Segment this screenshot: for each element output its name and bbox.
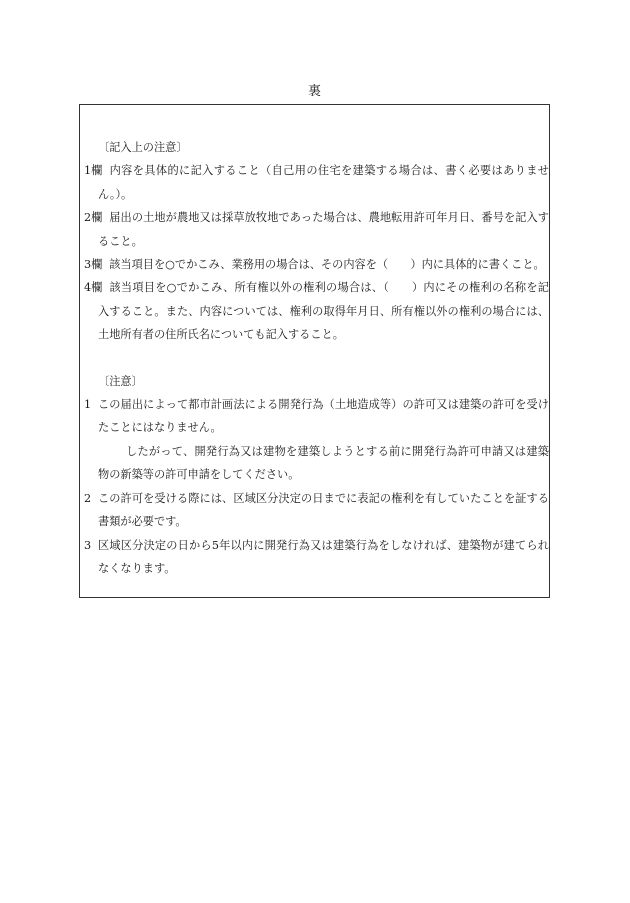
note-text: この許可を受ける際には、区域区分決定の日までに表記の権利を有していたことを証する書類が必要です。 [98, 491, 549, 529]
entry-note-number: 2欄 [84, 211, 103, 225]
entry-note-3 [84, 253, 549, 276]
notes-content [84, 136, 549, 580]
note-number: 1 [84, 398, 92, 412]
note-1 [84, 393, 549, 440]
note-2 [84, 487, 549, 534]
entry-note-text: 該当項目を○でかこみ、業務用の場合は、その内容を（ ）内に具体的に書くこと。 [98, 258, 545, 272]
entry-note-4 [84, 276, 549, 346]
note-number: 3 [84, 538, 92, 552]
entry-note-text: 届出の土地が農地又は採草放牧地であった場合は、農地転用許可年月日、番号を記入すること。 [98, 211, 549, 248]
entry-note-number: 1欄 [84, 164, 103, 178]
entry-note-text: 該当項目を○でかこみ、所有権以外の権利の場合は、（ ）内にその権利の名称を記入すること。また、内容については、権利の取得年月日、所有権以外の権利の場合には、土地所有者の住所氏名についても記入すること。 [98, 281, 549, 342]
note-text: 区域区分決定の日から5年以内に開発行為又は建築行為をしなければ、建築物が建てられなくなります。 [98, 538, 549, 575]
section-heading-notes: 〔注意〕 [98, 374, 143, 388]
entry-note-number: 4欄 [84, 281, 103, 295]
note-3 [84, 534, 549, 581]
page-side-label: 裏 [307, 84, 322, 99]
note-number: 2 [84, 491, 92, 505]
entry-note-number: 3欄 [84, 258, 103, 272]
entry-note-text: 内容を具体的に記入すること（自己用の住宅を建築する場合は、書く必要はありません。）。 [98, 164, 549, 201]
note-1-continued [84, 440, 549, 487]
note-text: この届出によって都市計画法による開発行為（土地造成等）の許可又は建築の許可を受けたことにはなりません。 [98, 398, 549, 435]
section-heading-entry-notes: 〔記入上の注意〕 [98, 141, 188, 154]
entry-note-2 [84, 206, 549, 253]
note-text: したがって、開発行為又は建物を建築しようとする前に開発行為許可申請又は建築物の新築等の許可申請をしてください。 [98, 444, 549, 482]
entry-note-1 [84, 159, 549, 206]
